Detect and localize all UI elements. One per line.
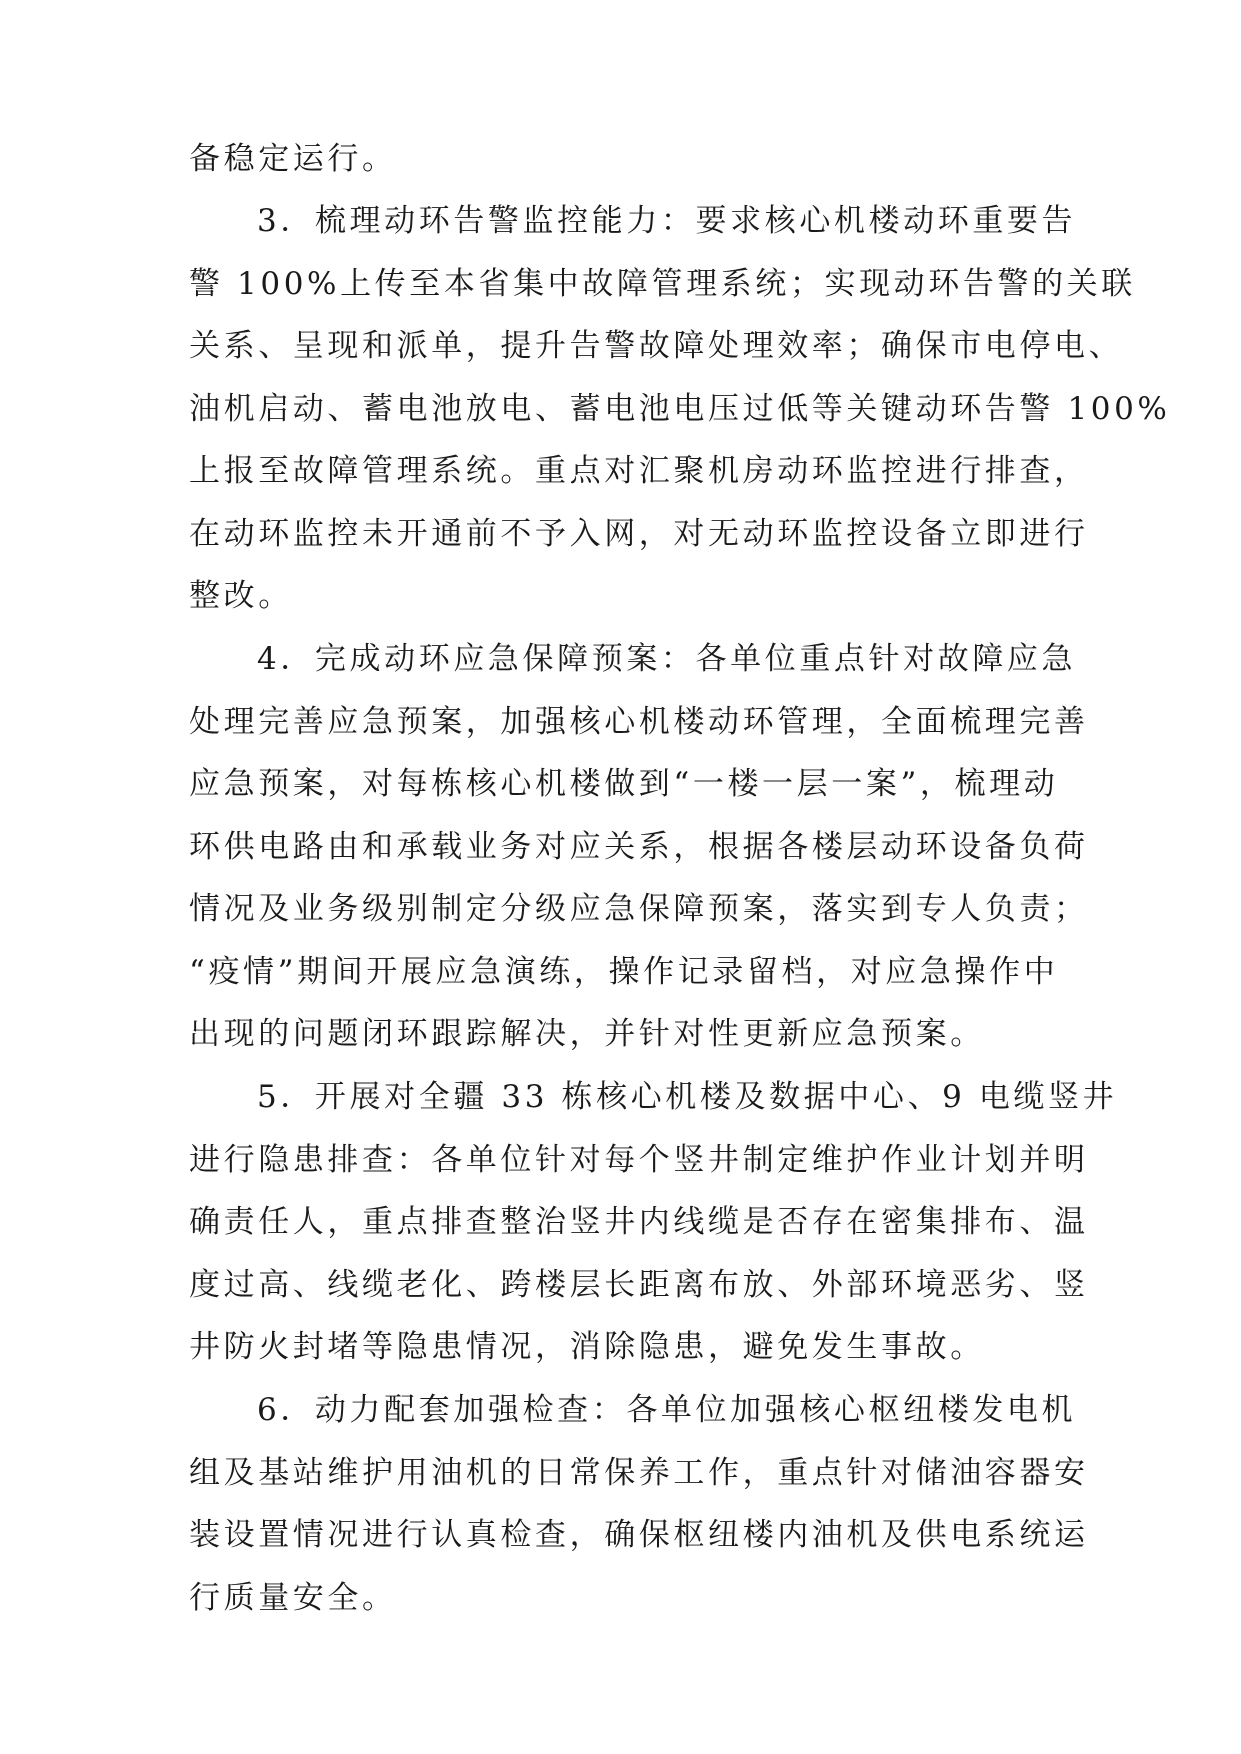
paragraph-4 <box>189 628 1089 1066</box>
text-line: 确责任人，重点排查整治竖井内线缆是否存在密集排布、温 <box>189 1204 1089 1240</box>
text-line: 5．开展对全疆 33 栋核心机楼及数据中心、9 电缆竖井 <box>257 1079 1118 1115</box>
text-line: 行质量安全。 <box>189 1579 397 1616</box>
text-line: 环供电路由和承载业务对应关系，根据各楼层动环设备负荷 <box>189 828 1089 865</box>
text-line: 组及基站维护用油机的日常保养工作，重点针对储油容器安 <box>189 1454 1089 1491</box>
text-line: 关系、呈现和派单，提升告警故障处理效率；确保市电停电、 <box>189 328 1124 364</box>
text-line: 出现的问题闭环跟踪解决，并针对性更新应急预案。 <box>189 1016 985 1052</box>
text-line: 警 100%上传至本省集中故障管理系统；实现动环告警的关联 <box>189 265 1136 302</box>
text-line: 整改。 <box>189 578 293 614</box>
text-line: 上报至故障管理系统。重点对汇聚机房动环监控进行排查， <box>189 453 1089 489</box>
text-line: 应急预案，对每栋核心机楼做到“一楼一层一案”，梳理动 <box>189 766 1059 802</box>
paragraph-6 <box>189 1379 1089 1629</box>
text-line: 6．动力配套加强检查：各单位加强核心枢纽楼发电机 <box>257 1392 1077 1428</box>
text-line: 3．梳理动环告警监控能力：要求核心机楼动环重要告 <box>257 203 1077 239</box>
text-line: “疫情”期间开展应急演练，操作记录留档，对应急操作中 <box>189 953 1059 990</box>
text-line: 进行隐患排查：各单位针对每个竖井制定维护作业计划并明 <box>189 1141 1089 1178</box>
text-line: 油机启动、蓄电池放电、蓄电池电压过低等关键动环告警 100% <box>189 390 1171 427</box>
text-line: 备稳定运行。 <box>189 141 397 177</box>
continuation-text <box>189 128 1051 191</box>
text-line: 情况及业务级别制定分级应急保障预案，落实到专人负责； <box>189 891 1089 927</box>
text-line: 4．完成动环应急保障预案：各单位重点针对故障应急 <box>257 641 1077 677</box>
paragraph-5 <box>189 1066 1118 1379</box>
text-line: 处理完善应急预案，加强核心机楼动环管理，全面梳理完善 <box>189 703 1089 740</box>
paragraph-3 <box>189 190 1171 628</box>
text-line: 装设置情况进行认真检查，确保枢纽楼内油机及供电系统运 <box>189 1517 1089 1553</box>
text-line: 在动环监控未开通前不予入网，对无动环监控设备立即进行 <box>189 515 1089 552</box>
text-line: 井防火封堵等隐患情况，消除隐患，避免发生事故。 <box>189 1329 985 1365</box>
text-line: 度过高、线缆老化、跨楼层长距离布放、外部环境恶劣、竖 <box>189 1266 1089 1303</box>
